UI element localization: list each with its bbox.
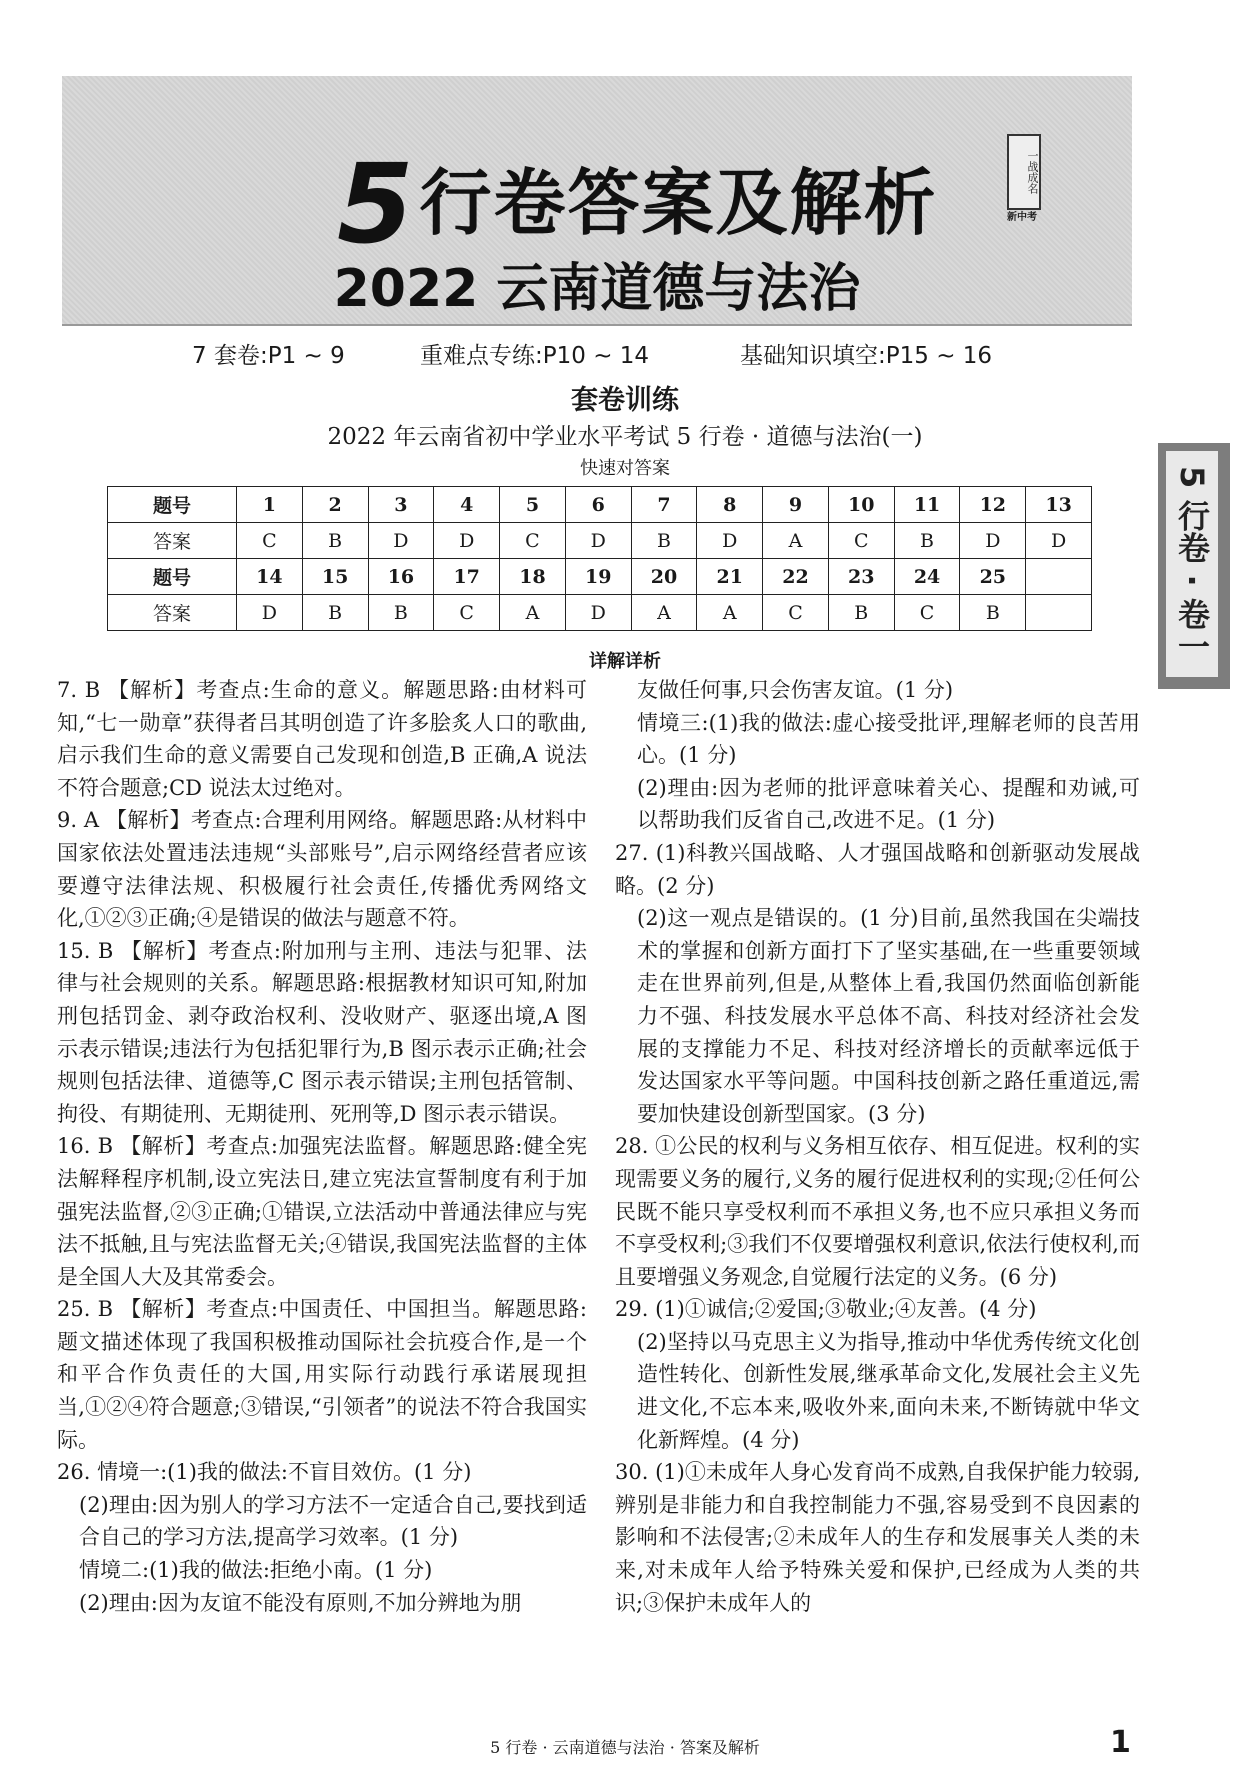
quick-answer-title: 快速对答案	[580, 458, 670, 479]
table-cell: B	[631, 523, 697, 559]
table-cell: C	[434, 595, 500, 631]
index-item-sets: 7 套卷:P1 ~ 9	[192, 343, 345, 369]
index-item-key-points: 重难点专练:P10 ~ 14	[420, 343, 650, 369]
table-cell: 14	[237, 559, 303, 595]
right-column	[615, 674, 1140, 1619]
table-cell: B	[828, 595, 894, 631]
table-cell: B	[894, 523, 960, 559]
banner-subtitle: 2022 云南道德与法治	[333, 259, 861, 319]
answer-q26: 26. 情境一:(1)我的做法:不盲目效仿。(1 分)	[57, 1460, 472, 1485]
header-banner	[62, 76, 1132, 326]
table-cell: 22	[763, 559, 829, 595]
table-cell: 15	[302, 559, 368, 595]
table-cell: 4	[434, 487, 500, 523]
answer-q26-cont: 友做任何事,只会伤害友谊。(1 分)	[637, 678, 954, 702]
table-row-label: 答案	[108, 523, 237, 559]
table-cell: D	[565, 595, 631, 631]
answer-q15: 15. B 【解析】考查点:附加刑与主刑、违法与犯罪、法律与社会规则的关系。解题思路:根据教材知识可知,附加刑包括罚金、剥夺政治权利、没收财产、驱逐出境,A 图示表示错误;违法行为包括犯罪行为,B 图示表示正确;社会规则包括法律、道德等,C 图示表示错误;主刑包括管制、拘役、有期徒刑、无期徒刑、死刑等,D 图示表示错误。	[57, 938, 587, 1126]
table-row-label: 题号	[108, 559, 237, 595]
table-row	[108, 559, 1092, 595]
table-cell: D	[237, 595, 303, 631]
banner-title-text: 行卷答案及解析	[419, 161, 938, 245]
answer-q29: 29. (1)①诚信;②爱国;③敬业;④友善。(4 分)	[615, 1297, 1037, 1322]
table-row	[108, 487, 1092, 523]
brand-stamp-tag: 新中考	[1007, 212, 1037, 223]
table-cell: A	[763, 523, 829, 559]
table-cell: B	[302, 523, 368, 559]
table-cell: D	[434, 523, 500, 559]
table-cell: 7	[631, 487, 697, 523]
answer-q29-part: (2)坚持以马克思主义为指导,推动中华优秀传统文化创造性转化、创新性发展,继承革命文化,发展社会主义先进文化,不忘本来,吸收外来,面向未来,不断铸就中华文化新辉煌。(4 分)	[637, 1329, 1140, 1452]
table-cell: A	[631, 595, 697, 631]
table-cell: 16	[368, 559, 434, 595]
table-cell: B	[960, 595, 1026, 631]
table-cell: 1	[237, 487, 303, 523]
answer-q26-part: 情境二:(1)我的做法:拒绝小南。(1 分)	[79, 1558, 433, 1583]
table-cell: 24	[894, 559, 960, 595]
answer-q7: 7. B 【解析】考查点:生命的意义。解题思路:由材料可知,“七一勋章”获得者吕其明创造了许多脍炙人口的歌曲,启示我们生命的意义需要自己发现和创造,B 正确,A 说法不符合题意;CD 说法太过绝对。	[57, 678, 587, 800]
table-cell: 9	[763, 487, 829, 523]
table-cell: 20	[631, 559, 697, 595]
table-cell: 8	[697, 487, 763, 523]
table-row	[108, 523, 1092, 559]
table-cell: 3	[368, 487, 434, 523]
answer-q26-cont: (2)理由:因为老师的批评意味着关心、提醒和劝诫,可以帮助我们反省自己,改进不足。(1 分)	[637, 775, 1140, 833]
table-cell: 19	[565, 559, 631, 595]
index-item-fill-blanks: 基础知识填空:P15 ~ 16	[740, 343, 993, 369]
answer-q27: 27. (1)科教兴国战略、人才强国战略和创新驱动发展战略。(2 分)	[615, 840, 1140, 898]
table-cell: B	[302, 595, 368, 631]
answer-q30: 30. (1)①未成年人身心发育尚不成熟,自我保护能力较弱,辨别是非能力和自我控制能力不强,容易受到不良因素的影响和不法侵害;②未成年人的生存和发展事关人类的未来,对未成年人给予特殊关爱和保护,已经成为人类的共识;③保护未成年人的	[615, 1460, 1140, 1615]
table-cell: A	[697, 595, 763, 631]
table-cell: A	[500, 595, 566, 631]
table-cell: 11	[894, 487, 960, 523]
table-cell: 2	[302, 487, 368, 523]
page-footer: 5 行卷 · 云南道德与法治 · 答案及解析	[490, 1738, 760, 1757]
table-cell: C	[237, 523, 303, 559]
table-cell	[1026, 595, 1092, 631]
section-title: 套卷训练	[571, 385, 679, 416]
table-cell: 18	[500, 559, 566, 595]
table-cell: C	[500, 523, 566, 559]
table-cell: 13	[1026, 487, 1092, 523]
table-cell: 12	[960, 487, 1026, 523]
table-cell: C	[763, 595, 829, 631]
table-cell: 21	[697, 559, 763, 595]
banner-title	[337, 126, 938, 268]
table-cell: 17	[434, 559, 500, 595]
banner-title-number: 5	[337, 140, 416, 268]
table-cell: D	[368, 523, 434, 559]
table-cell	[1026, 559, 1092, 595]
answer-q28: 28. ①公民的权利与义务相互依存、相互促进。权利的实现需要义务的履行,义务的履行促进权利的实现;②任何公民既不能只享受权利而不承担义务,也不应只承担义务而不享受权利;③我们不仅要增强权利意识,依法行使权利,而且要增强义务观念,自觉履行法定的义务。(6 分)	[615, 1134, 1140, 1289]
answer-q25: 25. B 【解析】考查点:中国责任、中国担当。解题思路:题文描述体现了我国积极推动国际社会抗疫合作,是一个和平合作负责任的大国,用实际行动践行承诺展现担当,①②④符合题意;③错误,“引领者”的说法不符合我国实际。	[57, 1297, 587, 1452]
answer-q26-part: (2)理由:因为别人的学习方法不一定适合自己,要找到适合自己的学习方法,提高学习效率。(1 分)	[79, 1492, 587, 1550]
table-cell: D	[1026, 523, 1092, 559]
answer-q27-part: (2)这一观点是错误的。(1 分)目前,虽然我国在尖端技术的掌握和创新方面打下了坚实基础,在一些重要领域走在世界前列,但是,从整体上看,我国仍然面临创新能力不强、科技发展水平总体不高、科技对经济社会发展的支撑能力不足、科技对经济增长的贡献率远低于发达国家水平等问题。中国科技创新之路任重道远,需要加快建设创新型国家。(3 分)	[637, 906, 1140, 1126]
table-row	[108, 595, 1092, 631]
table-row-label: 题号	[108, 487, 237, 523]
table-cell: D	[565, 523, 631, 559]
table-cell: C	[894, 595, 960, 631]
table-cell: C	[828, 523, 894, 559]
detail-title: 详解详析	[589, 651, 661, 672]
side-tab-label: 5 行卷 · 卷一	[1166, 451, 1218, 677]
side-tab	[1158, 443, 1230, 689]
table-cell: B	[368, 595, 434, 631]
table-cell: 25	[960, 559, 1026, 595]
table-cell: 10	[828, 487, 894, 523]
answer-table	[107, 486, 1092, 631]
table-cell: 6	[565, 487, 631, 523]
left-column	[57, 674, 587, 1619]
table-cell: D	[697, 523, 763, 559]
answer-q26-cont: 情境三:(1)我的做法:虚心接受批评,理解老师的良苦用心。(1 分)	[637, 710, 1140, 768]
answer-q9: 9. A 【解析】考查点:合理利用网络。解题思路:从材料中国家依法处置违法违规“头部账号”,启示网络经营者应该要遵守法律法规、积极履行社会责任,传播优秀网络文化,①②③正确;④是错误的做法与题意不符。	[57, 808, 587, 931]
answer-q26-part: (2)理由:因为友谊不能没有原则,不加分辨地为朋	[79, 1590, 522, 1615]
page-number: 1	[1110, 1725, 1131, 1760]
table-row-label: 答案	[108, 595, 237, 631]
exam-title: 2022 年云南省初中学业水平考试 5 行卷 · 道德与法治(一)	[327, 424, 923, 450]
table-cell: D	[960, 523, 1026, 559]
table-cell: 23	[828, 559, 894, 595]
brand-stamp: 一战成名	[1007, 134, 1041, 210]
table-cell: 5	[500, 487, 566, 523]
answer-q16: 16. B 【解析】考查点:加强宪法监督。解题思路:健全宪法解释程序机制,设立宪法日,建立宪法宣誓制度有利于加强宪法监督,②③正确;①错误,立法活动中普通法律应与宪法不抵触,且与宪法监督无关;④错误,我国宪法监督的主体是全国人大及其常委会。	[57, 1134, 587, 1289]
